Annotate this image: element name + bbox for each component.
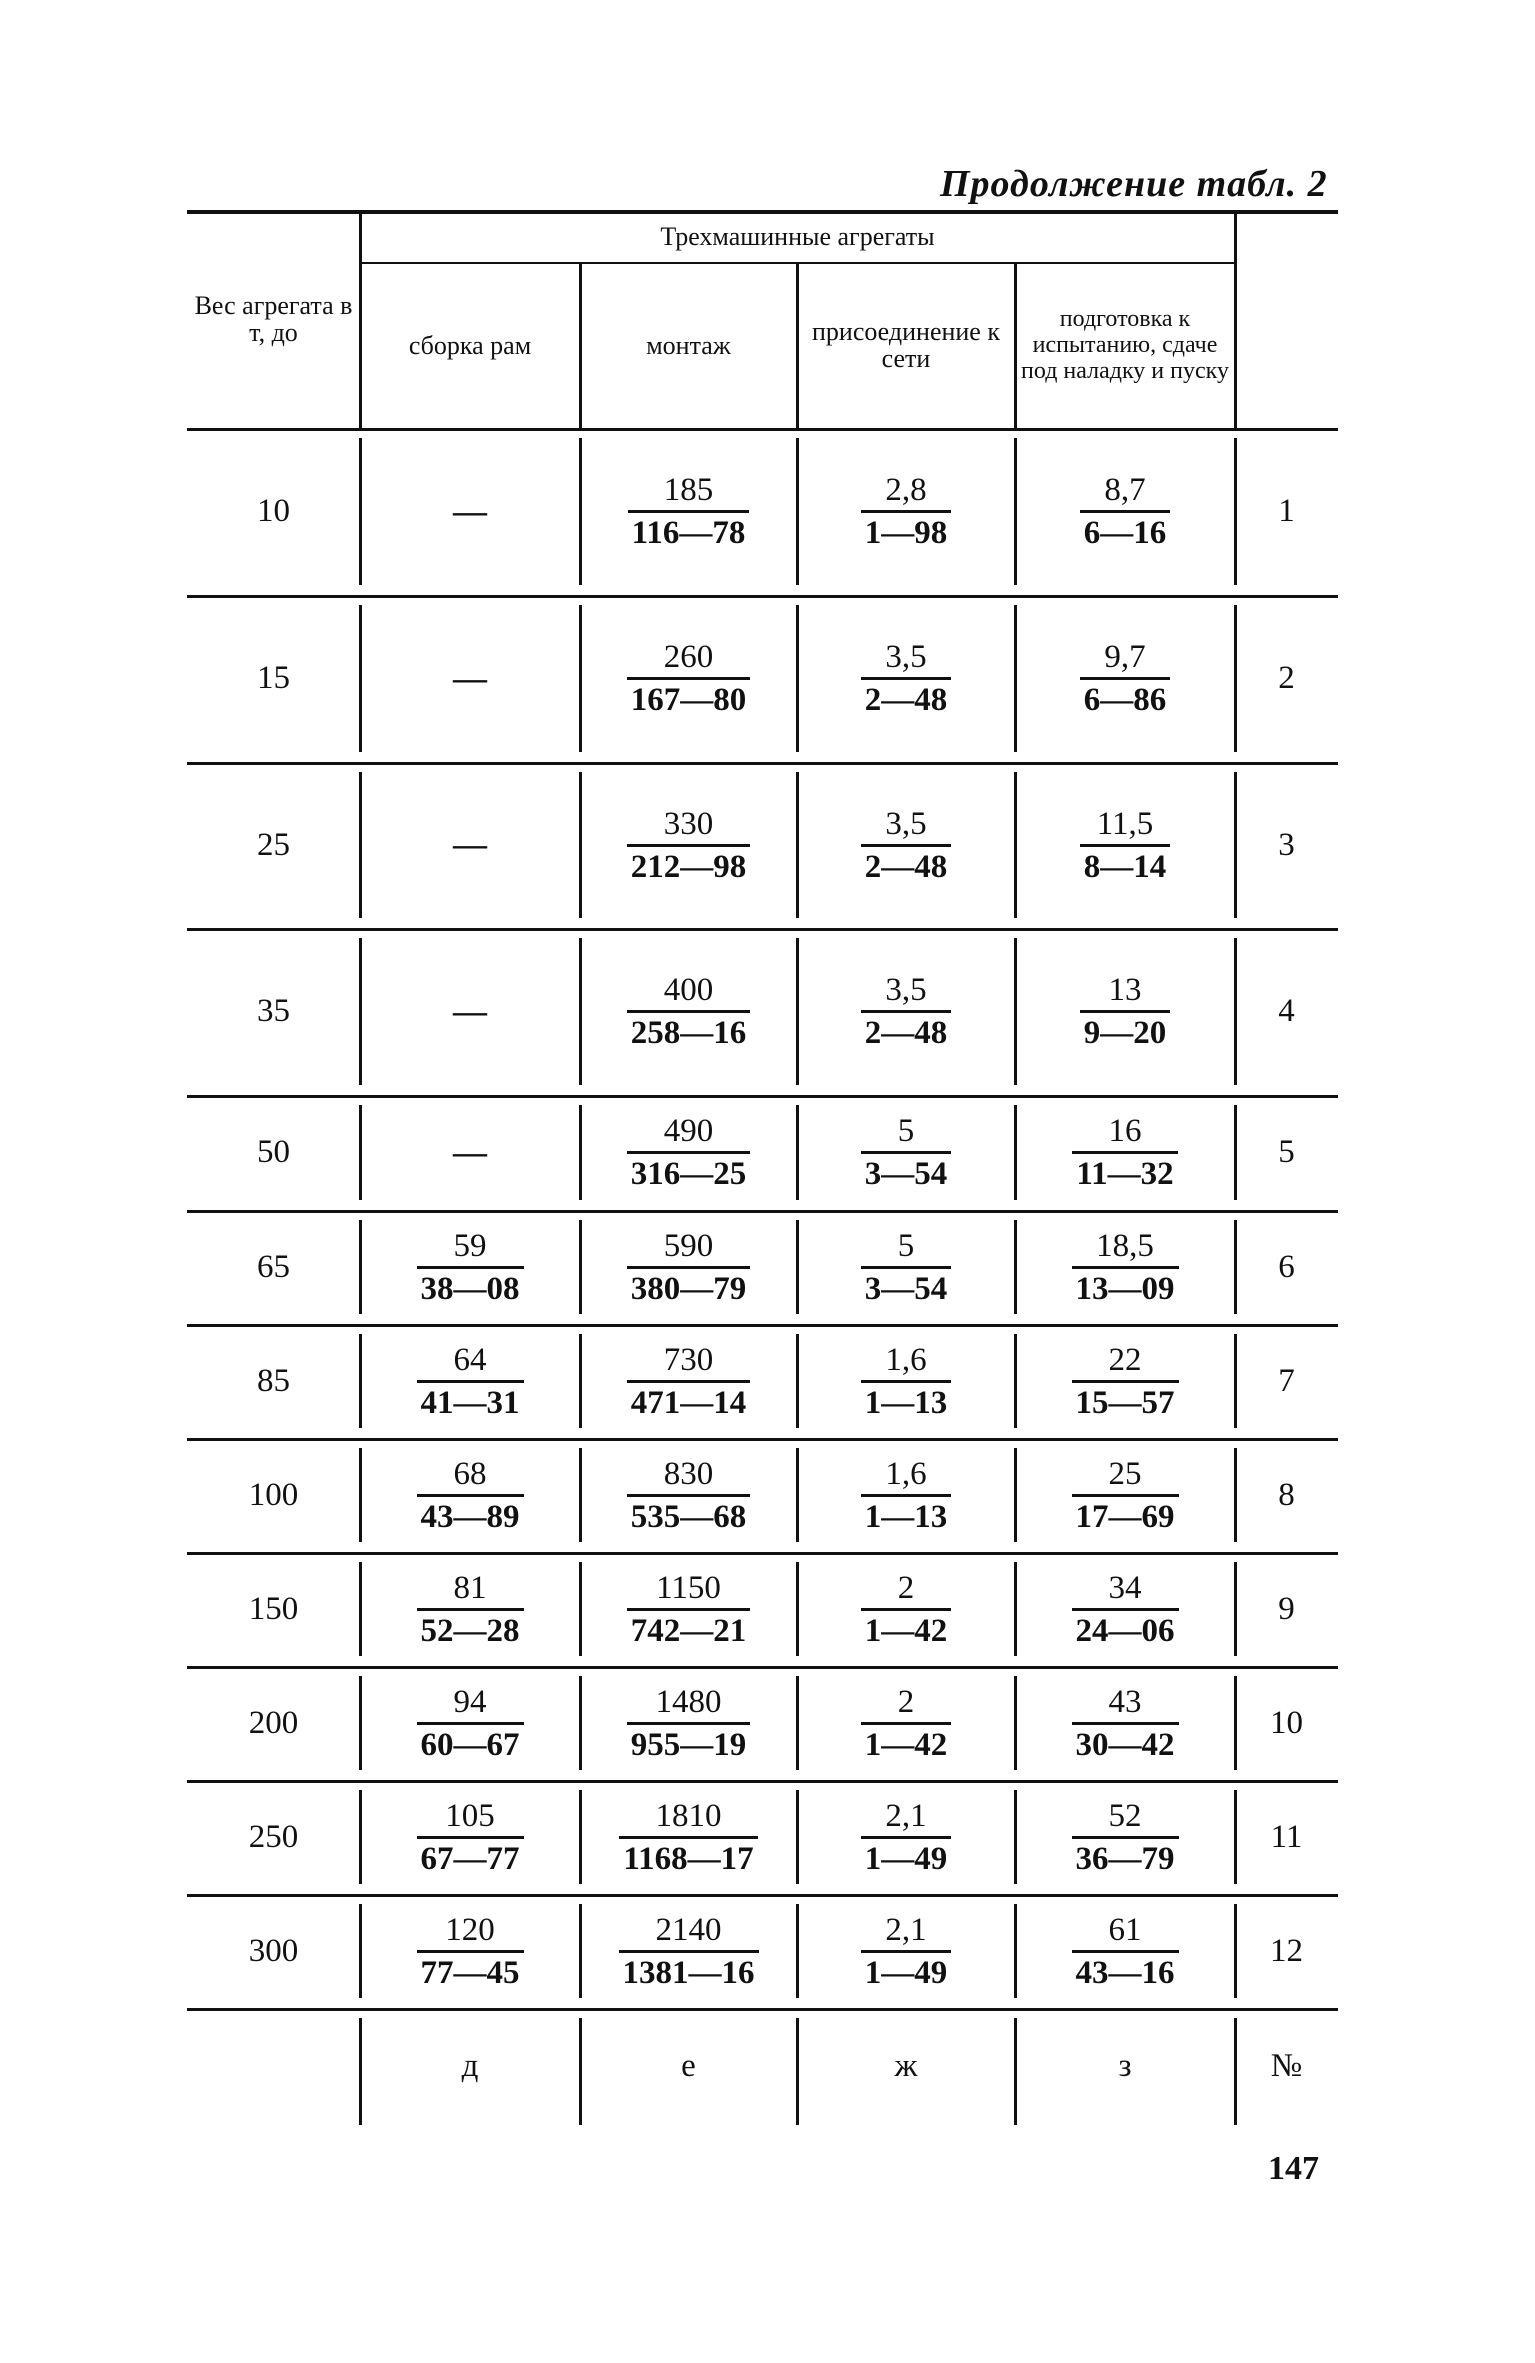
fraction-numerator: 8,7 (1104, 472, 1146, 508)
fraction-numerator: 1480 (655, 1683, 722, 1720)
fraction (861, 1226, 952, 1309)
fraction (1080, 970, 1171, 1053)
row-weight: 65 (257, 1248, 290, 1285)
header-group: Трехмашинные агрегаты (660, 221, 935, 251)
fraction-numerator: 2 (897, 1569, 915, 1606)
fraction (861, 1796, 952, 1879)
fraction (1072, 1682, 1179, 1765)
row-weight: 35 (257, 993, 290, 1029)
fraction-denominator: 3—54 (861, 1151, 952, 1194)
fraction-denominator: 1168—17 (619, 1836, 757, 1879)
row-frame-dash: — (453, 992, 487, 1030)
fraction (861, 970, 952, 1053)
fraction (417, 1910, 524, 1993)
row-prep-value (1015, 928, 1235, 1095)
fraction-denominator: 1—42 (861, 1608, 952, 1651)
row-frame-dash: — (453, 826, 487, 863)
row-number: 11 (1270, 1818, 1303, 1855)
row-weight: 10 (257, 493, 290, 529)
fraction-denominator: 6—16 (1080, 510, 1171, 553)
fraction-numerator: 590 (663, 1227, 714, 1264)
row-mount-value (580, 428, 797, 595)
fraction-numerator: 2140 (655, 1911, 722, 1948)
row-weight: 50 (257, 1134, 290, 1170)
fraction-numerator: 2,8 (885, 472, 927, 508)
fraction-numerator: 2 (897, 1683, 915, 1720)
header-connection: присоединение к сети (812, 317, 1000, 373)
row-prep-value (1015, 595, 1235, 762)
fraction (861, 1682, 952, 1765)
fraction (861, 804, 952, 887)
fraction (861, 1111, 952, 1194)
fraction-numerator: 1150 (656, 1569, 721, 1606)
fraction-numerator: 330 (663, 805, 714, 842)
row-number: 2 (1278, 660, 1295, 696)
fraction (627, 1682, 751, 1765)
row-weight: 15 (257, 660, 290, 696)
fraction (1080, 804, 1171, 887)
fraction (1072, 1340, 1179, 1423)
fraction-denominator: 116—78 (628, 510, 750, 553)
footer-letter-d: д (461, 2048, 479, 2084)
fraction (627, 637, 751, 720)
row-prep-value (1015, 1552, 1235, 1666)
row-weight: 250 (248, 1818, 299, 1855)
row-number: 12 (1270, 1932, 1303, 1969)
column-divider (1014, 262, 1017, 428)
fraction (1072, 1568, 1179, 1651)
row-frame-value (360, 1324, 580, 1438)
fraction-denominator: 167—80 (627, 677, 751, 720)
row-mount-value (580, 1095, 797, 1210)
fraction-denominator: 212—98 (627, 844, 751, 887)
row-frame-value (360, 1438, 580, 1552)
row-mount-value (580, 762, 797, 928)
fraction-denominator: 67—77 (417, 1836, 524, 1879)
fraction-denominator: 43—89 (417, 1494, 524, 1537)
fraction (1072, 1454, 1179, 1537)
fraction-denominator: 17—69 (1072, 1494, 1179, 1537)
row-prep-value (1015, 1095, 1235, 1210)
fraction-denominator: 1—13 (861, 1380, 952, 1423)
fraction-numerator: 59 (453, 1227, 487, 1264)
row-frame-dash: — (453, 1133, 487, 1171)
fraction-denominator: 535—68 (627, 1494, 751, 1537)
fraction (1080, 637, 1171, 720)
footer-number-sign: № (1270, 2048, 1303, 2084)
row-connect-value (797, 1438, 1015, 1552)
row-prep-value (1015, 1210, 1235, 1324)
header-weight: Вес агрегата в т, до (194, 291, 353, 347)
fraction-numerator: 5 (897, 1227, 915, 1264)
fraction-denominator: 77—45 (417, 1950, 524, 1993)
fraction-denominator: 24—06 (1072, 1608, 1179, 1651)
fraction-denominator: 36—79 (1072, 1836, 1179, 1879)
table-caption: Продолжение табл. 2 (940, 163, 1328, 205)
row-mount-value (580, 928, 797, 1095)
page-number: 147 (1268, 2150, 1319, 2187)
fraction (861, 1340, 952, 1423)
fraction-numerator: 1,6 (885, 1455, 927, 1492)
fraction-numerator: 3,5 (885, 805, 927, 842)
fraction (1080, 470, 1171, 553)
row-weight: 300 (248, 1932, 299, 1969)
fraction-denominator: 60—67 (417, 1722, 524, 1765)
row-number: 1 (1278, 493, 1295, 529)
fraction-numerator: 1810 (655, 1797, 722, 1834)
column-divider (579, 262, 582, 428)
row-number: 8 (1278, 1476, 1295, 1513)
fraction-denominator: 258—16 (627, 1010, 751, 1053)
fraction-numerator: 1,6 (885, 1341, 927, 1378)
fraction-denominator: 380—79 (627, 1266, 751, 1309)
row-frame-value (360, 1780, 580, 1894)
row-mount-value (580, 1666, 797, 1780)
row-frame-value (360, 1894, 580, 2008)
fraction-denominator: 52—28 (417, 1608, 524, 1651)
fraction-denominator: 15—57 (1072, 1380, 1179, 1423)
fraction-numerator: 68 (453, 1455, 487, 1492)
row-frame-value (360, 1552, 580, 1666)
row-prep-value (1015, 428, 1235, 595)
row-connect-value (797, 1780, 1015, 1894)
row-connect-value (797, 1552, 1015, 1666)
fraction (417, 1454, 524, 1537)
row-mount-value (580, 1210, 797, 1324)
row-connect-value (797, 1324, 1015, 1438)
row-number: 4 (1278, 993, 1295, 1029)
row-frame-value (360, 1210, 580, 1324)
fraction-denominator: 1—98 (861, 510, 952, 553)
fraction (417, 1796, 524, 1879)
row-prep-value (1015, 1780, 1235, 1894)
fraction (628, 470, 750, 553)
fraction-numerator: 260 (663, 639, 714, 675)
row-weight: 150 (248, 1590, 299, 1627)
fraction (1072, 1111, 1177, 1194)
fraction-numerator: 34 (1108, 1569, 1142, 1606)
fraction (627, 1568, 751, 1651)
row-connect-value (797, 1894, 1015, 2008)
fraction-denominator: 1—13 (861, 1494, 952, 1537)
fraction (861, 1454, 952, 1537)
fraction-denominator: 1—49 (861, 1836, 952, 1879)
fraction-denominator: 1—49 (861, 1950, 952, 1993)
row-weight: 200 (248, 1704, 299, 1741)
row-weight: 100 (248, 1476, 299, 1513)
fraction-denominator: 41—31 (417, 1380, 524, 1423)
fraction-numerator: 830 (663, 1455, 714, 1492)
row-connect-value (797, 1095, 1015, 1210)
row-number: 5 (1278, 1134, 1295, 1170)
footer-letter-zh: ж (894, 2048, 918, 2084)
footer-letter-z: з (1118, 2048, 1132, 2084)
fraction-denominator: 11—32 (1072, 1151, 1177, 1194)
fraction-denominator: 2—48 (861, 1010, 952, 1053)
fraction (627, 1111, 751, 1194)
fraction-numerator: 490 (663, 1113, 714, 1149)
fraction-numerator: 2,1 (885, 1797, 927, 1834)
fraction-numerator: 61 (1108, 1911, 1142, 1948)
fraction-numerator: 43 (1108, 1683, 1142, 1720)
row-number: 7 (1278, 1362, 1295, 1399)
fraction (861, 1568, 952, 1651)
fraction (417, 1340, 524, 1423)
fraction-numerator: 9,7 (1104, 639, 1146, 675)
fraction-denominator: 38—08 (417, 1266, 524, 1309)
fraction-denominator: 8—14 (1080, 844, 1171, 887)
fraction-numerator: 11,5 (1096, 805, 1154, 842)
row-prep-value (1015, 1324, 1235, 1438)
fraction-denominator: 30—42 (1072, 1722, 1179, 1765)
row-connect-value (797, 1210, 1015, 1324)
fraction-denominator: 1381—16 (619, 1950, 759, 1993)
fraction (861, 637, 952, 720)
fraction-numerator: 94 (453, 1683, 487, 1720)
row-frame-dash: — (453, 492, 487, 530)
fraction-denominator: 43—16 (1072, 1950, 1179, 1993)
fraction-denominator: 6—86 (1080, 677, 1171, 720)
row-number: 10 (1270, 1704, 1303, 1741)
fraction (619, 1796, 757, 1879)
fraction-numerator: 81 (453, 1569, 487, 1606)
fraction (417, 1226, 524, 1309)
fraction-numerator: 52 (1108, 1797, 1142, 1834)
row-connect-value (797, 428, 1015, 595)
fraction (627, 1340, 751, 1423)
fraction-numerator: 2,1 (885, 1911, 927, 1948)
fraction-numerator: 185 (663, 472, 714, 508)
fraction (627, 804, 751, 887)
fraction-numerator: 16 (1108, 1113, 1142, 1149)
fraction-numerator: 3,5 (885, 639, 927, 675)
row-mount-value (580, 1324, 797, 1438)
fraction-denominator: 13—09 (1072, 1266, 1179, 1309)
fraction (1072, 1910, 1179, 1993)
fraction (627, 1226, 751, 1309)
fraction-denominator: 2—48 (861, 677, 952, 720)
row-weight: 85 (257, 1362, 290, 1399)
header-frame-assembly: сборка рам (408, 330, 532, 360)
row-frame-value (360, 1666, 580, 1780)
fraction (417, 1568, 524, 1651)
row-mount-value (580, 1780, 797, 1894)
row-prep-value (1015, 762, 1235, 928)
row-mount-value (580, 1894, 797, 2008)
fraction-denominator: 2—48 (861, 844, 952, 887)
fraction-numerator: 400 (663, 972, 714, 1008)
header-mounting: монтаж (646, 330, 731, 360)
footer-letter-e: е (681, 2048, 696, 2084)
row-number: 6 (1278, 1248, 1295, 1285)
fraction-numerator: 3,5 (885, 972, 927, 1008)
fraction-denominator: 471—14 (627, 1380, 751, 1423)
fraction (619, 1910, 759, 1993)
fraction-numerator: 22 (1108, 1341, 1142, 1378)
fraction-numerator: 105 (445, 1797, 495, 1834)
row-mount-value (580, 595, 797, 762)
column-divider (796, 262, 799, 428)
fraction-denominator: 3—54 (861, 1266, 952, 1309)
fraction (627, 1454, 751, 1537)
fraction-denominator: 1—42 (861, 1722, 952, 1765)
fraction-numerator: 730 (663, 1341, 714, 1378)
row-mount-value (580, 1552, 797, 1666)
row-connect-value (797, 1666, 1015, 1780)
fraction (1072, 1226, 1179, 1309)
fraction-denominator: 9—20 (1080, 1010, 1171, 1053)
row-connect-value (797, 762, 1015, 928)
row-connect-value (797, 595, 1015, 762)
fraction (861, 1910, 952, 1993)
fraction (1072, 1796, 1179, 1879)
row-connect-value (797, 928, 1015, 1095)
row-prep-value (1015, 1438, 1235, 1552)
row-mount-value (580, 1438, 797, 1552)
fraction (861, 470, 952, 553)
row-number: 9 (1278, 1590, 1295, 1627)
fraction-denominator: 955—19 (627, 1722, 751, 1765)
row-frame-dash: — (453, 659, 487, 697)
fraction-numerator: 120 (445, 1911, 495, 1948)
fraction-denominator: 742—21 (627, 1608, 751, 1651)
row-prep-value (1015, 1894, 1235, 2008)
fraction-numerator: 18,5 (1096, 1227, 1154, 1264)
fraction (417, 1682, 524, 1765)
fraction-numerator: 25 (1108, 1455, 1142, 1492)
fraction-numerator: 5 (897, 1113, 915, 1149)
row-weight: 25 (257, 826, 290, 863)
header-preparation: подготовка к испытанию, сдаче под наладку и пуску (1021, 306, 1229, 384)
fraction-numerator: 13 (1108, 972, 1142, 1008)
fraction (627, 970, 751, 1053)
fraction-numerator: 64 (453, 1341, 487, 1378)
row-prep-value (1015, 1666, 1235, 1780)
fraction-denominator: 316—25 (627, 1151, 751, 1194)
row-number: 3 (1278, 826, 1295, 863)
